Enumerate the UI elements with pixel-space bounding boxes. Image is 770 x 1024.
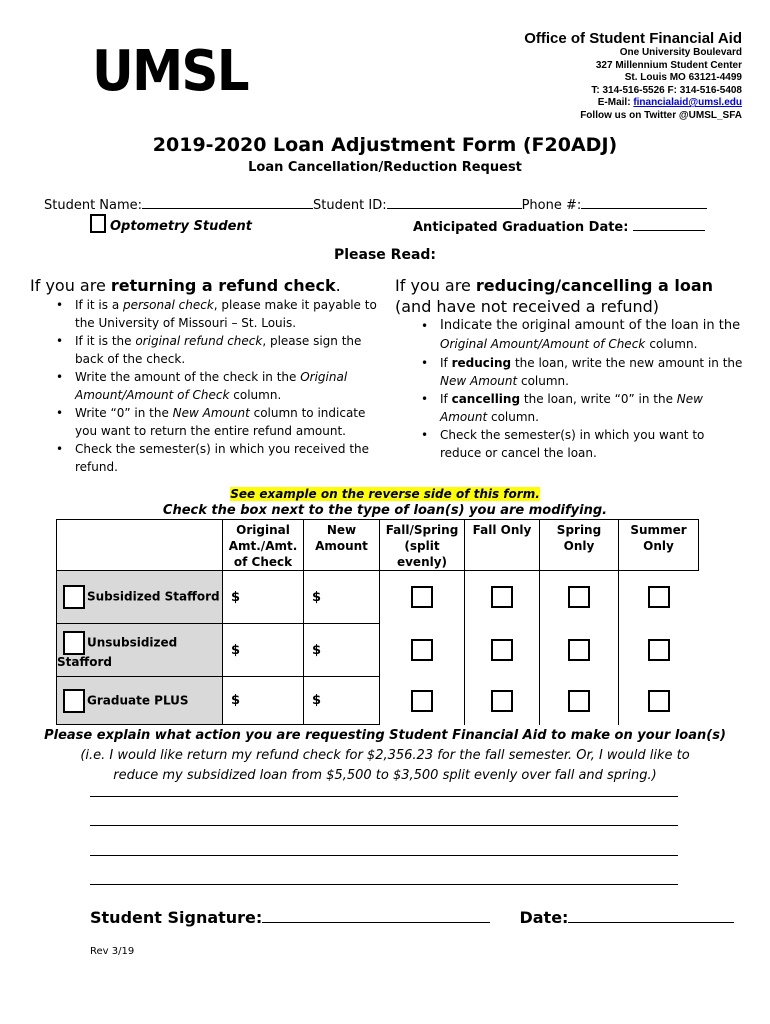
student-id-label: Student ID: bbox=[313, 198, 387, 213]
loan-name-cell: Unsubsidized Stafford bbox=[57, 624, 223, 677]
twitter-line: Follow us on Twitter @UMSL_SFA bbox=[580, 109, 742, 121]
summer-only-checkbox[interactable] bbox=[648, 586, 670, 608]
list-item: • Write the amount of the check in the Original Amount/Amount of Check column. bbox=[30, 368, 380, 404]
fall-only-checkbox[interactable] bbox=[491, 690, 513, 712]
email-link[interactable]: financialaid@umsl.edu bbox=[633, 97, 742, 108]
optometry-row bbox=[90, 214, 252, 234]
loan-checkbox-subsidized[interactable] bbox=[63, 585, 85, 609]
table-row bbox=[57, 571, 699, 624]
refund-instructions bbox=[30, 275, 380, 476]
office-title: Office of Student Financial Aid bbox=[524, 30, 742, 47]
new-amount-field[interactable]: $ bbox=[304, 571, 380, 624]
reduce-instructions bbox=[395, 275, 745, 462]
student-info-row bbox=[44, 196, 707, 213]
fall-only-checkbox[interactable] bbox=[491, 586, 513, 608]
graduation-date-label: Anticipated Graduation Date: bbox=[413, 220, 629, 235]
checkbox-instruction: Check the box next to the type of loan(s) you are modifying. bbox=[162, 503, 608, 518]
signature-row bbox=[90, 907, 734, 927]
umsl-logo: UMSL bbox=[92, 39, 248, 104]
graduation-date-field[interactable] bbox=[633, 218, 705, 231]
example-note: See example on the reverse side of this form. bbox=[230, 487, 540, 501]
explanation-line-3[interactable] bbox=[90, 855, 678, 856]
address-line: One University Boulevard bbox=[619, 47, 742, 58]
email-label: E-Mail: bbox=[597, 97, 634, 108]
checkbox-cell bbox=[465, 624, 540, 677]
form-title: 2019-2020 Loan Adjustment Form (F20ADJ) bbox=[152, 134, 618, 156]
refund-bullet-list bbox=[30, 296, 380, 476]
optometry-label: Optometry Student bbox=[110, 219, 252, 234]
table-row bbox=[57, 624, 699, 677]
list-item: • If it is a personal check, please make it payable to the University of Missouri – St. Louis. bbox=[30, 296, 380, 332]
new-amount-field[interactable]: $ bbox=[304, 624, 380, 677]
checkbox-cell bbox=[540, 571, 619, 624]
original-amount-field[interactable]: $ bbox=[223, 624, 304, 677]
table-row bbox=[57, 677, 699, 725]
header-spring-only: Spring Only bbox=[540, 520, 619, 571]
office-contact-block bbox=[524, 30, 742, 122]
summer-only-checkbox[interactable] bbox=[648, 690, 670, 712]
loan-name-cell: Graduate PLUS bbox=[57, 677, 223, 725]
fall-only-checkbox[interactable] bbox=[491, 639, 513, 661]
explanation-line-4[interactable] bbox=[90, 884, 678, 885]
list-item: • Indicate the original amount of the loan in the Original Amount/Amount of Check column. bbox=[395, 317, 745, 354]
email-line bbox=[524, 97, 742, 110]
list-item: • Write “0” in the New Amount column to indicate you want to return the entire refund amount. bbox=[30, 404, 380, 440]
spring-only-checkbox[interactable] bbox=[568, 639, 590, 661]
reduce-bullet-list bbox=[395, 317, 745, 462]
checkbox-cell bbox=[619, 677, 699, 725]
student-id-field[interactable] bbox=[387, 196, 522, 209]
loan-table bbox=[56, 519, 699, 725]
original-amount-field[interactable]: $ bbox=[223, 677, 304, 725]
new-amount-field[interactable]: $ bbox=[304, 677, 380, 725]
checkbox-cell bbox=[465, 571, 540, 624]
list-item: • If it is the original refund check, please sign the back of the check. bbox=[30, 332, 380, 368]
date-label: Date: bbox=[519, 908, 569, 927]
header-blank-cell bbox=[57, 520, 223, 571]
summer-only-checkbox[interactable] bbox=[648, 639, 670, 661]
header-original-amount: Original Amt./Amt. of Check bbox=[223, 520, 304, 571]
fall-spring-checkbox[interactable] bbox=[411, 639, 433, 661]
explain-line: Please explain what action you are requesting Student Financial Aid to make on your loan(s) bbox=[44, 728, 726, 743]
revision-note: Rev 3/19 bbox=[90, 946, 135, 957]
fall-spring-checkbox[interactable] bbox=[411, 690, 433, 712]
checkbox-cell bbox=[380, 624, 465, 677]
spring-only-checkbox[interactable] bbox=[568, 690, 590, 712]
refund-heading: If you are returning a refund check. bbox=[30, 276, 341, 295]
signature-label: Student Signature: bbox=[90, 908, 263, 927]
list-item: • If reducing the loan, write the new amount in the New Amount column. bbox=[395, 354, 745, 390]
signature-field[interactable] bbox=[262, 907, 490, 923]
fall-spring-checkbox[interactable] bbox=[411, 586, 433, 608]
checkbox-cell bbox=[380, 677, 465, 725]
checkbox-cell bbox=[619, 571, 699, 624]
student-name-label: Student Name: bbox=[44, 198, 143, 213]
explain-line: reduce my subsidized loan from $5,500 to $3,500 split evenly over fall and spring.) bbox=[113, 768, 657, 783]
checkbox-cell bbox=[619, 624, 699, 677]
loan-name-cell: Subsidized Stafford bbox=[57, 571, 223, 624]
address-line: St. Louis MO 63121-4499 bbox=[624, 72, 742, 83]
loan-checkbox-grad-plus[interactable] bbox=[63, 689, 85, 713]
list-item: • Check the semester(s) in which you received the refund. bbox=[30, 440, 380, 476]
explanation-instructions bbox=[0, 726, 770, 786]
table-header-row bbox=[57, 520, 699, 571]
date-field[interactable] bbox=[568, 907, 734, 923]
list-item: • If cancelling the loan, write “0” in the New Amount column. bbox=[395, 390, 745, 426]
please-read-heading: Please Read: bbox=[333, 247, 437, 263]
student-name-field[interactable] bbox=[142, 196, 313, 209]
reduce-heading: If you are reducing/cancelling a loan (and have not received a refund) bbox=[395, 276, 714, 316]
explanation-line-2[interactable] bbox=[90, 825, 678, 826]
header-fall-spring: Fall/Spring (split evenly) bbox=[380, 520, 465, 571]
loan-checkbox-unsubsidized[interactable] bbox=[63, 631, 85, 655]
list-item: • Check the semester(s) in which you want to reduce or cancel the loan. bbox=[395, 426, 745, 462]
checkbox-cell bbox=[380, 571, 465, 624]
phone-label: Phone #: bbox=[521, 198, 582, 213]
spring-only-checkbox[interactable] bbox=[568, 586, 590, 608]
header-new-amount: New Amount bbox=[304, 520, 380, 571]
explain-line: (i.e. I would like return my refund check for $2,356.23 for the fall semester. Or, I would like to bbox=[80, 748, 690, 763]
graduation-date-row bbox=[413, 218, 705, 235]
phone-fax-line: T: 314-516-5526 F: 314-516-5408 bbox=[591, 84, 742, 96]
explanation-line-1[interactable] bbox=[90, 796, 678, 797]
address-line: 327 Millennium Student Center bbox=[595, 59, 742, 71]
optometry-checkbox[interactable] bbox=[90, 214, 106, 233]
checkbox-cell bbox=[465, 677, 540, 725]
header-summer-only: Summer Only bbox=[619, 520, 699, 571]
original-amount-field[interactable]: $ bbox=[223, 571, 304, 624]
phone-field[interactable] bbox=[581, 196, 707, 209]
checkbox-cell bbox=[540, 624, 619, 677]
header-fall-only: Fall Only bbox=[465, 520, 540, 571]
checkbox-cell bbox=[540, 677, 619, 725]
form-subtitle: Loan Cancellation/Reduction Request bbox=[248, 160, 522, 175]
